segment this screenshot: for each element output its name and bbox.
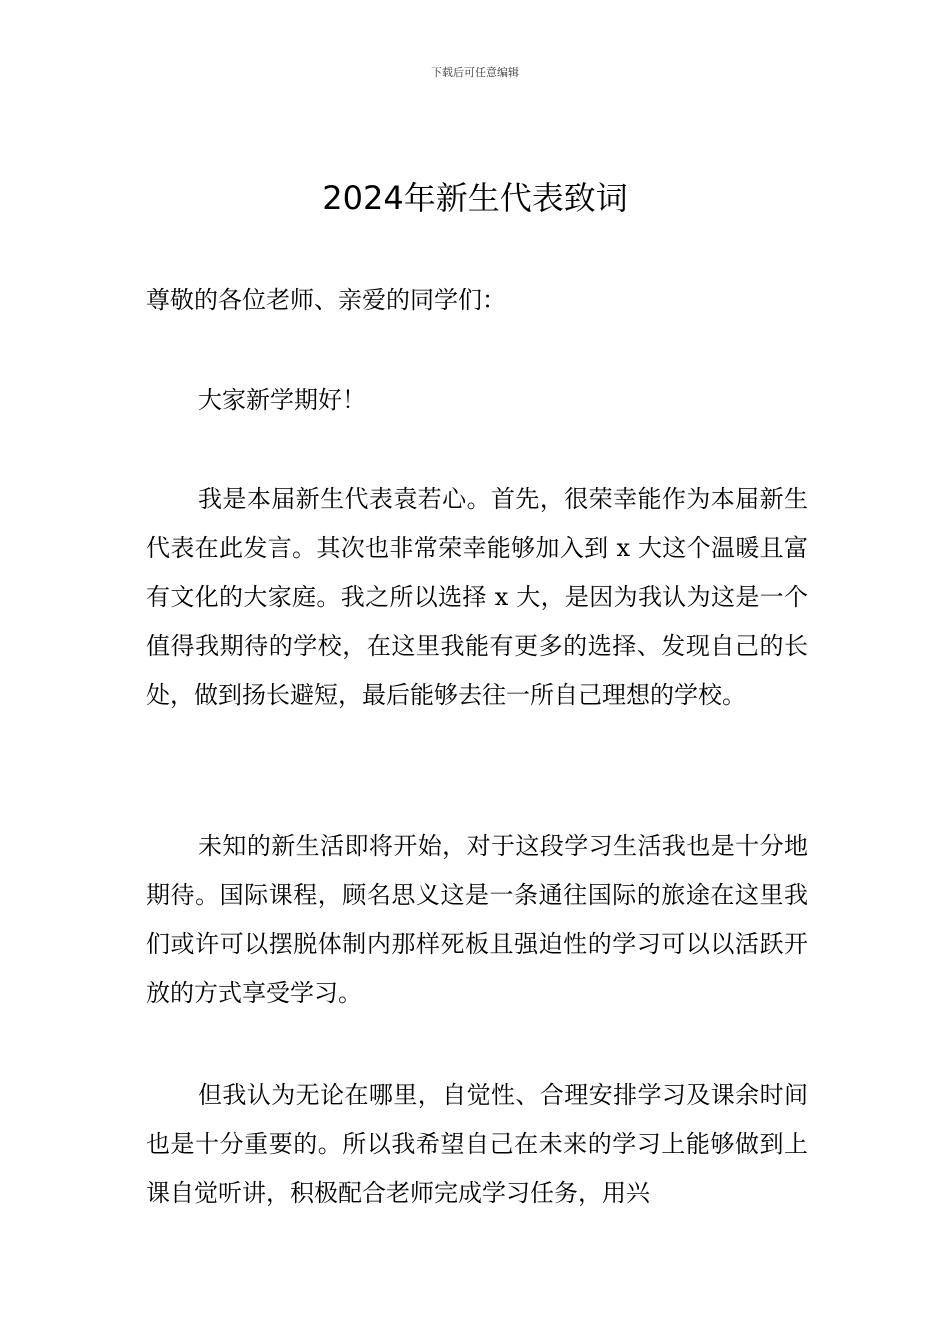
paragraph-greeting: 大家新学期好！ <box>198 386 366 414</box>
paragraph-self-discipline: 但我认为无论在哪里，自觉性、合理安排学习及课余时间也是十分重要的。所以我希望自己在未来的学习上能够做到上课自觉听讲，积极配合老师完成学习任务，用兴 <box>146 1081 808 1207</box>
document-title: 2024年新生代表致词 <box>322 179 628 217</box>
salutation: 尊敬的各位老师、亲爱的同学们： <box>146 286 506 314</box>
paragraph-introduction: 我是本届新生代表袁若心。首先，很荣幸能作为本届新生代表在此发言。其次也非常荣幸能够加入到 x 大这个温暖且富有文化的大家庭。我之所以选择 x 大，是因为我认为这是一个值得我期待的学校，在这里我能有更多的选择、发现自己的长处，做到扬长避短，最后能够去往一所自己理想的学校。 <box>146 485 808 709</box>
header-note: 下载后可任意编辑 <box>431 66 519 79</box>
paragraph-new-life: 未知的新生活即将开始，对于这段学习生活我也是十分地期待。国际课程，顾名思义这是一条通往国际的旅途在这里我们或许可以摆脱体制内那样死板且强迫性的学习可以以活跃开放的方式享受学习。 <box>146 832 808 1007</box>
